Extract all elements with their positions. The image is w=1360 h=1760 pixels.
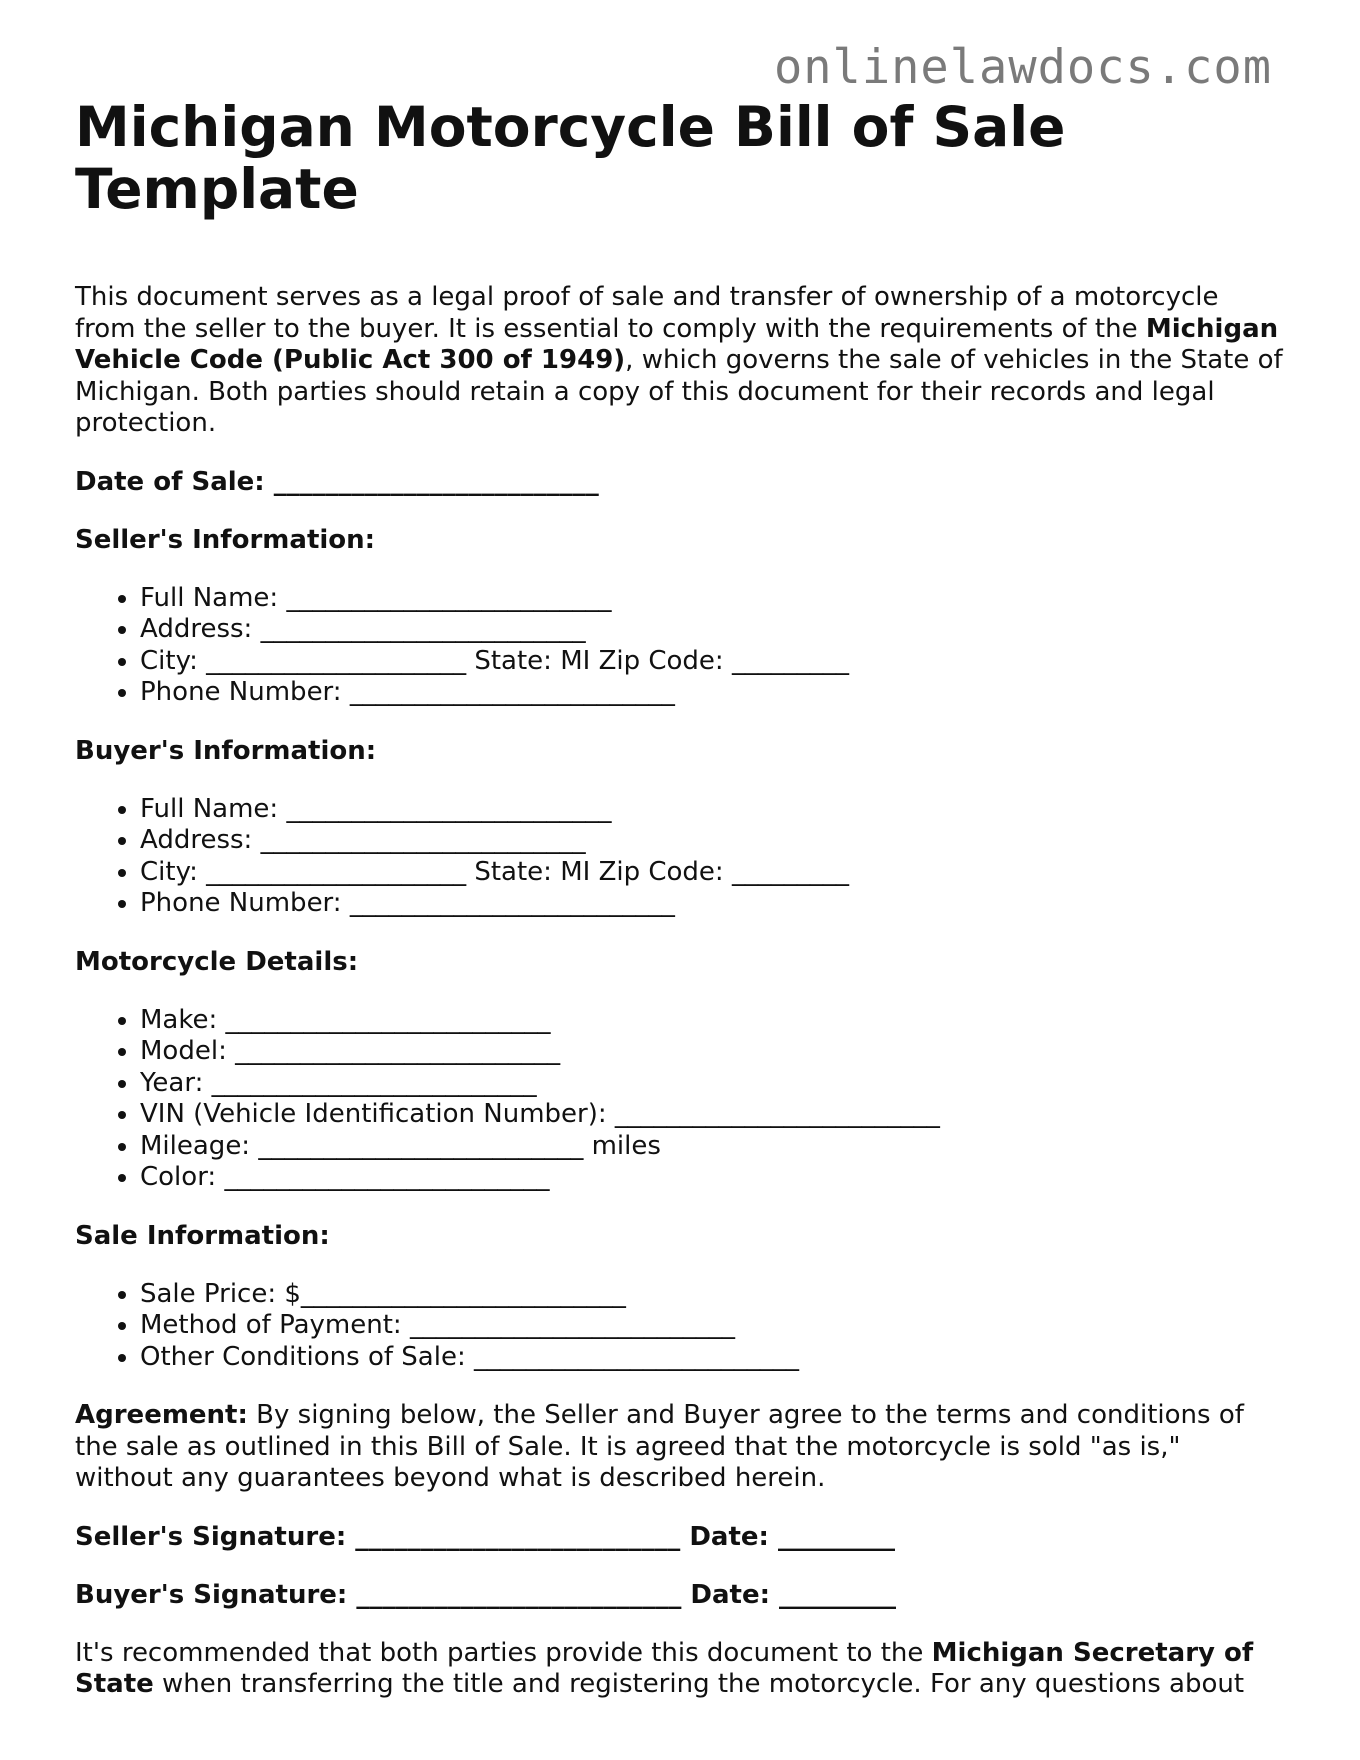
vin-field: • VIN (Vehicle Identification Number): _________________________ [140,1099,1285,1131]
intro-paragraph [75,282,1285,440]
sale-price-field: • Sale Price: $_________________________ [140,1279,1285,1311]
payment-method-field: • Method of Payment: _________________________ [140,1310,1285,1342]
buyer-city-state-zip-field: • City: ____________________ State: MI Zip Code: _________ [140,857,1285,889]
make-field: • Make: _________________________ [140,1005,1285,1037]
watermark: onlinelawdocs.com [773,40,1272,95]
closing-text-2: when transferring the title and registering the motorcycle. For any questions about [153,1669,1245,1699]
buyer-address-field: • Address: _________________________ [140,825,1285,857]
motorcycle-field-list [75,1005,1285,1194]
seller-field-list [75,583,1285,709]
motorcycle-heading: Motorcycle Details: [75,946,359,977]
buyer-signature-field: Buyer's Signature: _________________________ Date: _________ [75,1579,897,1610]
closing-paragraph [75,1638,1285,1701]
intro-text-1: This document serves as a legal proof of sale and transfer of ownership of a motorcycle from the seller to the buyer. It is essential to comply with the requirements of the [75,282,1219,344]
seller-full-name-field: • Full Name: _________________________ [140,583,1285,615]
closing-text-1: It's recommended that both parties provide this document to the [75,1637,932,1668]
buyer-field-list [75,794,1285,920]
seller-address-field: • Address: _________________________ [140,614,1285,646]
buyer-phone-field: • Phone Number: _________________________ [140,888,1285,920]
model-field: • Model: _________________________ [140,1036,1285,1068]
seller-city-state-zip-field: • City: ____________________ State: MI Zip Code: _________ [140,646,1285,678]
buyer-full-name-field: • Full Name: _________________________ [140,794,1285,826]
intro-text-2: , which governs the sale of vehicles in the State of Michigan. Both parties should retain a copy of this document for their records and legal protection. [75,345,1283,438]
closing-bold-sos: Michigan Secretary of State [75,1637,1254,1699]
document-page [75,96,1285,1701]
agreement-text: By signing below, the Seller and Buyer agree to the terms and conditions of the sale as outlined in this Bill of Sale. It is agreed that the motorcycle is sold "as is," without any guarantees beyond what is described herein. [75,1400,1244,1493]
color-field: • Color: _________________________ [140,1162,1285,1194]
sale-field-list [75,1279,1285,1374]
intro-bold-code: Michigan Vehicle Code (Public Act 300 of 1949) [75,313,1279,375]
seller-signature-field: Seller's Signature: _________________________ Date: _________ [75,1521,895,1552]
agreement-paragraph [75,1400,1285,1495]
seller-heading: Seller's Information: [75,524,376,555]
year-field: • Year: _________________________ [140,1068,1285,1100]
mileage-field: • Mileage: _________________________ miles [140,1131,1285,1163]
date-of-sale-field: Date of Sale: _________________________ [75,466,599,497]
other-conditions-field: • Other Conditions of Sale: _________________________ [140,1342,1285,1374]
agreement-label: Agreement: [75,1400,248,1430]
seller-phone-field: • Phone Number: _________________________ [140,677,1285,709]
sale-heading: Sale Information: [75,1220,330,1251]
document-title: Michigan Motorcycle Bill of Sale Template [75,95,1066,221]
buyer-heading: Buyer's Information: [75,735,377,766]
